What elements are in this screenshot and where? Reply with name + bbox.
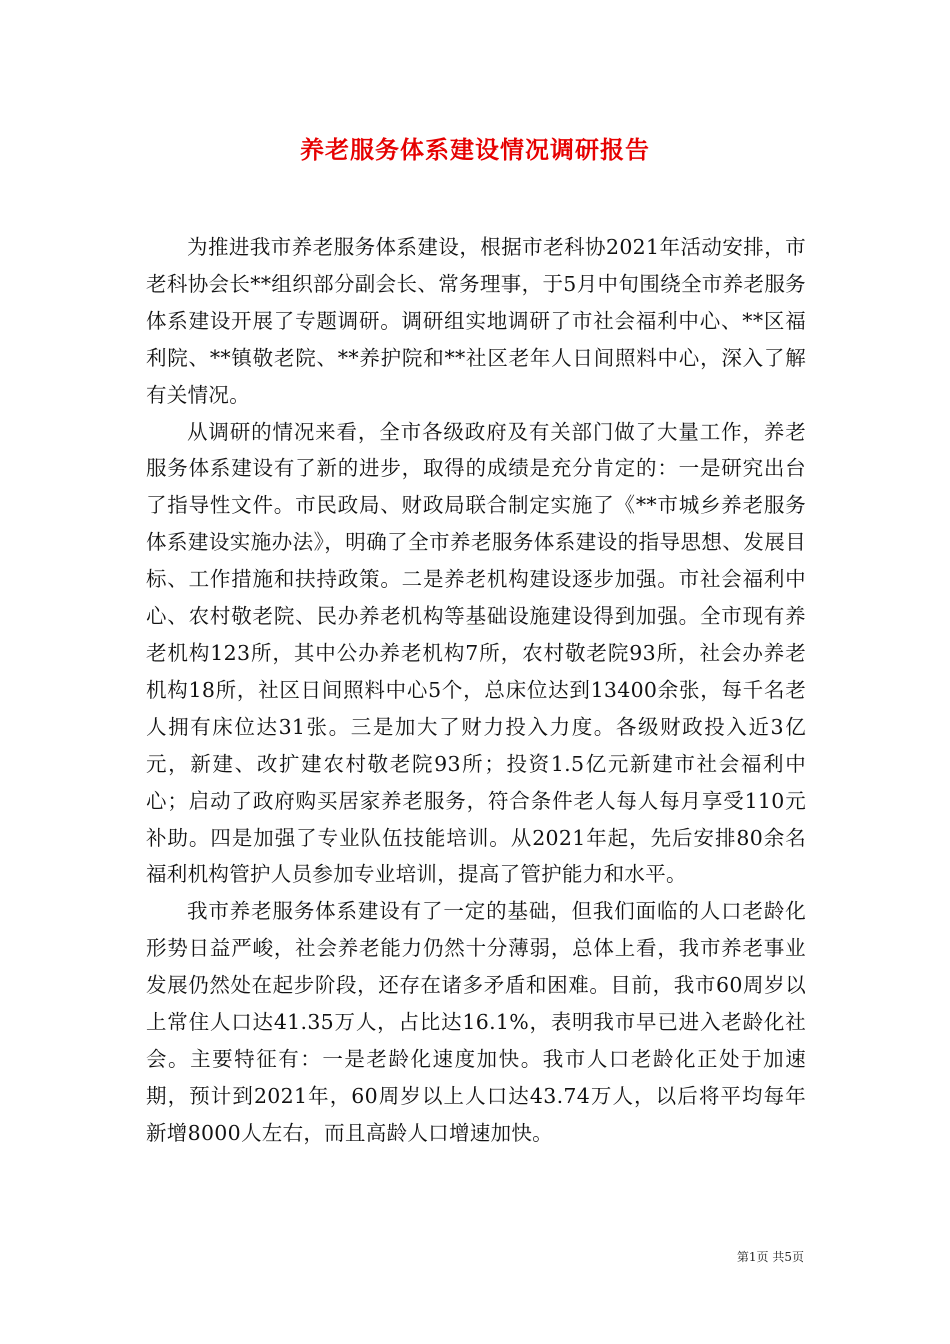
document-body xyxy=(146,229,806,1152)
document-title: 养老服务体系建设情况调研报告 xyxy=(300,135,650,164)
paragraph-achievements: 从调研的情况来看，全市各级政府及有关部门做了大量工作，养老服务体系建设有了新的进步，取得的成绩是充分肯定的：一是研究出台了指导性文件。市民政局、财政局联合制定实施了《**市城乡养老服务体系建设实施办法》，明确了全市养老服务体系建设的指导思想、发展目标、工作措施和扶持政策。二是养老机构建设逐步加强。市社会福利中心、农村敬老院、民办养老机构等基础设施建设得到加强。全市现有养老机构123所，其中公办养老机构7所，农村敬老院93所，社会办养老机构18所，社区日间照料中心5个，总床位达到13400余张，每千名老人拥有床位达31张。三是加大了财力投入力度。各级财政投入近3亿元，新建、改扩建农村敬老院93所；投资1.5亿元新建市社会福利中心；启动了政府购买居家养老服务，符合条件老人每人每月享受110元补助。四是加强了专业队伍技能培训。从2021年起，先后安排80余名福利机构管护人员参加专业培训，提高了管护能力和水平。 xyxy=(146,419,806,887)
paragraph-intro: 为推进我市养老服务体系建设，根据市老科协2021年活动安排，市老科协会长**组织部分副会长、常务理事，于5月中旬围绕全市养老服务体系建设开展了专题调研。调研组实地调研了市社会福利中心、**区福利院、**镇敬老院、**养护院和**社区老年人日间照料中心，深入了解有关情况。 xyxy=(146,235,806,407)
paragraph-challenges: 我市养老服务体系建设有了一定的基础，但我们面临的人口老龄化形势日益严峻，社会养老能力仍然十分薄弱，总体上看，我市养老事业发展仍然处在起步阶段，还存在诸多矛盾和困难。目前，我市60周岁以上常住人口达41.35万人，占比达16.1%，表明我市早已进入老龄化社会。主要特征有：一是老龄化速度加快。我市人口老龄化正处于加速期，预计到2021年，60周岁以上人口达43.74万人，以后将平均每年新增8000人左右，而且高龄人口增速加快。 xyxy=(146,899,806,1145)
page-number: 第1页 共5页 xyxy=(736,1250,804,1264)
